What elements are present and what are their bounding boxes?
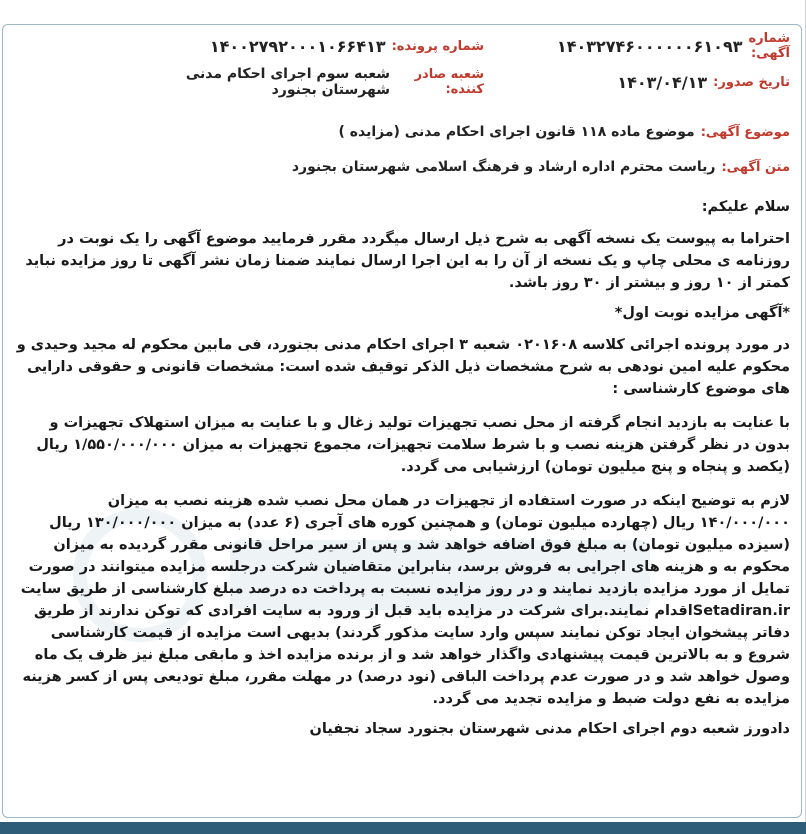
issue-date-field xyxy=(560,73,790,92)
case-number-value: ۱۴۰۰۲۷۹۲۰۰۰۱۰۶۶۴۱۳ xyxy=(209,36,386,56)
greeting: سلام علیکم: xyxy=(701,199,790,215)
meta-row-2 xyxy=(14,64,790,100)
case-number-label: شماره پرونده: xyxy=(391,38,484,54)
subject-value: موضوع ماده ۱۱۸ قانون اجرای احکام مدنی (مزایده ) xyxy=(338,124,695,140)
meta-row-1 xyxy=(14,28,790,64)
ad-text-value: ریاست محترم اداره ارشاد و فرهنگ اسلامی شهرستان بجنورد xyxy=(291,159,716,175)
paragraph-request: احتراما به پیوست یک نسخه آگهی به شرح ذیل ارسال میگردد مقرر فرمایید موضوع آگهی را یک نوبت در روزنامه ی محلی چاپ و یک نسخه از آن را به این اجرا ارسال نمایند ضمنا زمان نشر آگهی تا روز مزایده نباید کمتر از ۱۰ روز و بیشتر از ۳۰ روز باشد. xyxy=(25,231,790,291)
issuer-value: شعبه سوم اجرای احکام مدنی شهرستان بجنورد xyxy=(185,66,390,98)
paragraph-conditions: لازم به توضیح اینکه در صورت استفاده از تجهیزات در همان محل نصب شده هزینه نصب به میزان ۱۴۰/۰۰۰/۰۰۰ ریال (چهارده میلیون تومان) و همچنین کوره های آجری (۶ عدد) به میزان ۱۳۰/۰۰۰/۰۰۰ ریال (سیزده میلیون تومان) به مبلغ فوق اضافه خواهد شد و پس از سیر مراحل قانونی مقرر گردیده به میزان محکوم به و هزینه های اجرایی به فروش برسد، بنابراین متقاضیان شرکت درجلسه مزایده میتوانند در صورت تمایل از مورد مزایده بازدید نمایند و در روز مزایده نسبت به پرداخت ده درصد مبلغ کارشناسی از طریق سایت Setadiran.irاقدام نمایند.برای شرکت در مزایده باید قبل از ورود به سایت افرادی که توکن ندارند از طریق دفاتر پیشخوان ایجاد توکن نمایند سپس وارد سایت مذکور گردند) بدیهی است مزایده از قیمت کارشناسی شروع و به بالاترین قیمت پیشنهادی واگذار خواهد شد و از برنده مزایده اخذ و مابقی مبلغ نیز ظرف یک ماه وصول خواهد شد و در صورت عدم پرداخت الباقی (نود درصد) در مهلت مقرر، مبلغ تودیعی پس از کسر هزینه مزایده به نفع دولت ضبط و مزایده تجدید می گردد. xyxy=(20,493,790,707)
paragraph-valuation: با عنایت به بازدید انجام گرفته از محل نصب تجهیزات تولید زغال و با عنایت به میزان استهلاک تجهیزات و بدون در نظر گرفتن هزینه نصب و با شرط سلامت تجهیزات، مجموع تجهیزات به میزان ۱/۵۵۰/۰۰۰/۰۰۰ ریال (یکصد و پنجاه و پنج میلیون تومان) ارزشیابی می گردد. xyxy=(36,415,790,475)
issuer-field xyxy=(14,66,484,98)
issue-date-label: تاریخ صدور: xyxy=(713,74,790,90)
subject-row xyxy=(14,120,790,144)
ad-number-value: ۱۴۰۳۲۷۴۶۰۰۰۰۰۰۶۱۰۹۳ xyxy=(556,36,743,56)
announcement-content xyxy=(14,28,790,740)
signer: دادورز شعبه دوم اجرای احکام مدنی شهرستان بجنورد سجاد نجفیان xyxy=(309,721,790,737)
bottom-bar xyxy=(0,822,806,834)
auction-heading: *آگهی مزایده نوبت اول* xyxy=(614,305,790,321)
ad-text-label: متن آگهی: xyxy=(721,159,790,175)
subject-label: موضوع آگهی: xyxy=(700,124,790,140)
paragraph-case: در مورد پرونده اجرائی کلاسه ۰۲۰۱۶۰۸ شعبه ۳ اجرای احکام مدنی بجنورد، فی مابین محکوم له مجید وحیدی و محکوم علیه امین نودهی به شرح مشخصات ذیل الذکر توقیف شده است: مشخصات قانونی و حقوقی دارایی های موضوع کارشناسی : xyxy=(16,337,790,397)
ad-text-row xyxy=(14,154,790,180)
issue-date-value: ۱۴۰۳/۰۴/۱۳ xyxy=(617,72,708,92)
ad-number-label: شماره آگهی: xyxy=(748,31,790,61)
case-number-field xyxy=(14,37,484,56)
ad-number-field xyxy=(556,31,790,61)
issuer-label: شعبه صادر کننده: xyxy=(414,67,484,97)
